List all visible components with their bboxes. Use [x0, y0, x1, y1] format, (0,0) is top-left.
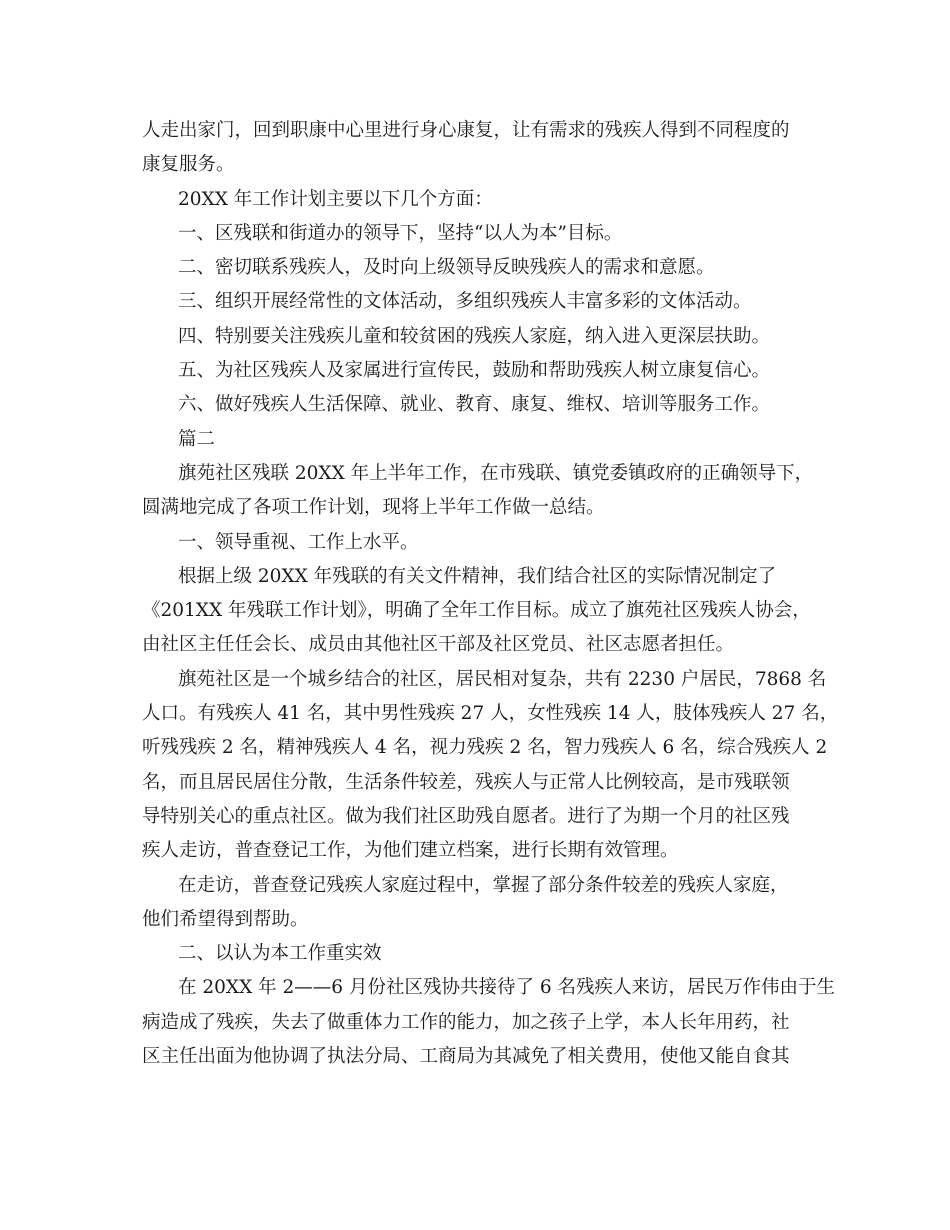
- text-line: 三、组织开展经常性的文体活动，多组织残疾人丰富多彩的文体活动。: [178, 291, 752, 313]
- text-line: 在 20XX 年 2——6 月份社区残协共接待了 6 名残疾人来访，居民万作伟由于生: [178, 977, 835, 999]
- text-line: 四、特别要关注残疾儿童和较贫困的残疾人家庭，纳入进入更深层扶助。: [178, 325, 771, 347]
- text-line: 旗苑社区残联 20XX 年上半年工作，在市残联、镇党委镇政府的正确领导下，: [178, 462, 814, 484]
- text-line: 导特别关心的重点社区。做为我们社区助残自愿者。进行了为期一个月的社区残: [142, 805, 790, 827]
- text-line: 六、做好残疾人生活保障、就业、教育、康复、维权、培训等服务工作。: [178, 394, 771, 416]
- text-line: 由社区主任任会长、成员由其他社区干部及社区党员、社区志愿者担任。: [142, 634, 735, 656]
- text-line: 疾人走访，普查登记工作，为他们建立档案，进行长期有效管理。: [142, 840, 679, 862]
- text-line: 一、领导重视、工作上水平。: [178, 531, 419, 553]
- text-line: 20XX 年工作计划主要以下几个方面：: [178, 188, 493, 210]
- text-line: 在走访，普查登记残疾人家庭过程中，掌握了部分条件较差的残疾人家庭，: [178, 874, 789, 896]
- text-line: 旗苑社区是一个城乡结合的社区，居民相对复杂，共有 2230 户居民，7868 名: [178, 668, 827, 690]
- text-line: 《201XX 年残联工作计划》，明确了全年工作目标。成立了旗苑社区残疾人协会，: [142, 600, 811, 622]
- text-line: 圆满地完成了各项工作计划，现将上半年工作做一总结。: [142, 497, 605, 519]
- text-line: 人口。有残疾人 41 名，其中男性残疾 27 人，女性残疾 14 人，肢体残疾人 27 名，: [142, 703, 839, 725]
- text-line: 二、密切联系残疾人，及时向上级领导反映残疾人的需求和意愿。: [178, 257, 715, 279]
- text-line: 人走出家门，回到职康中心里进行身心康复，让有需求的残疾人得到不同程度的: [142, 120, 790, 141]
- text-line: 他们希望得到帮助。: [142, 908, 309, 930]
- text-line: 一、区残联和街道办的领导下，坚持“以人为本”目标。: [178, 222, 623, 244]
- text-line: 病造成了残疾，失去了做重体力工作的能力，加之孩子上学，本人长年用药，社: [142, 1011, 790, 1033]
- text-line: 二、以认为本工作重实效: [178, 943, 382, 965]
- text-line: 根据上级 20XX 年残联的有关文件精神，我们结合社区的实际情况制定了: [178, 565, 777, 587]
- text-line: 康复服务。: [142, 154, 235, 176]
- text-line: 篇二: [178, 428, 216, 450]
- document-body: [142, 114, 839, 1074]
- text-line: 名，而且居民居住分散，生活条件较差，残疾人与正常人比例较高，是市残联领: [142, 771, 790, 793]
- text-line: 区主任出面为他协调了执法分局、工商局为其减免了相关费用，使他又能自食其: [142, 1046, 790, 1068]
- text-line: 五、为社区残疾人及家属进行宣传民，鼓励和帮助残疾人树立康复信心。: [178, 360, 771, 382]
- text-line: 听残残疾 2 名，精神残疾人 4 名，视力残疾 2 名，智力残疾人 6 名，综合残疾人 2: [142, 737, 828, 759]
